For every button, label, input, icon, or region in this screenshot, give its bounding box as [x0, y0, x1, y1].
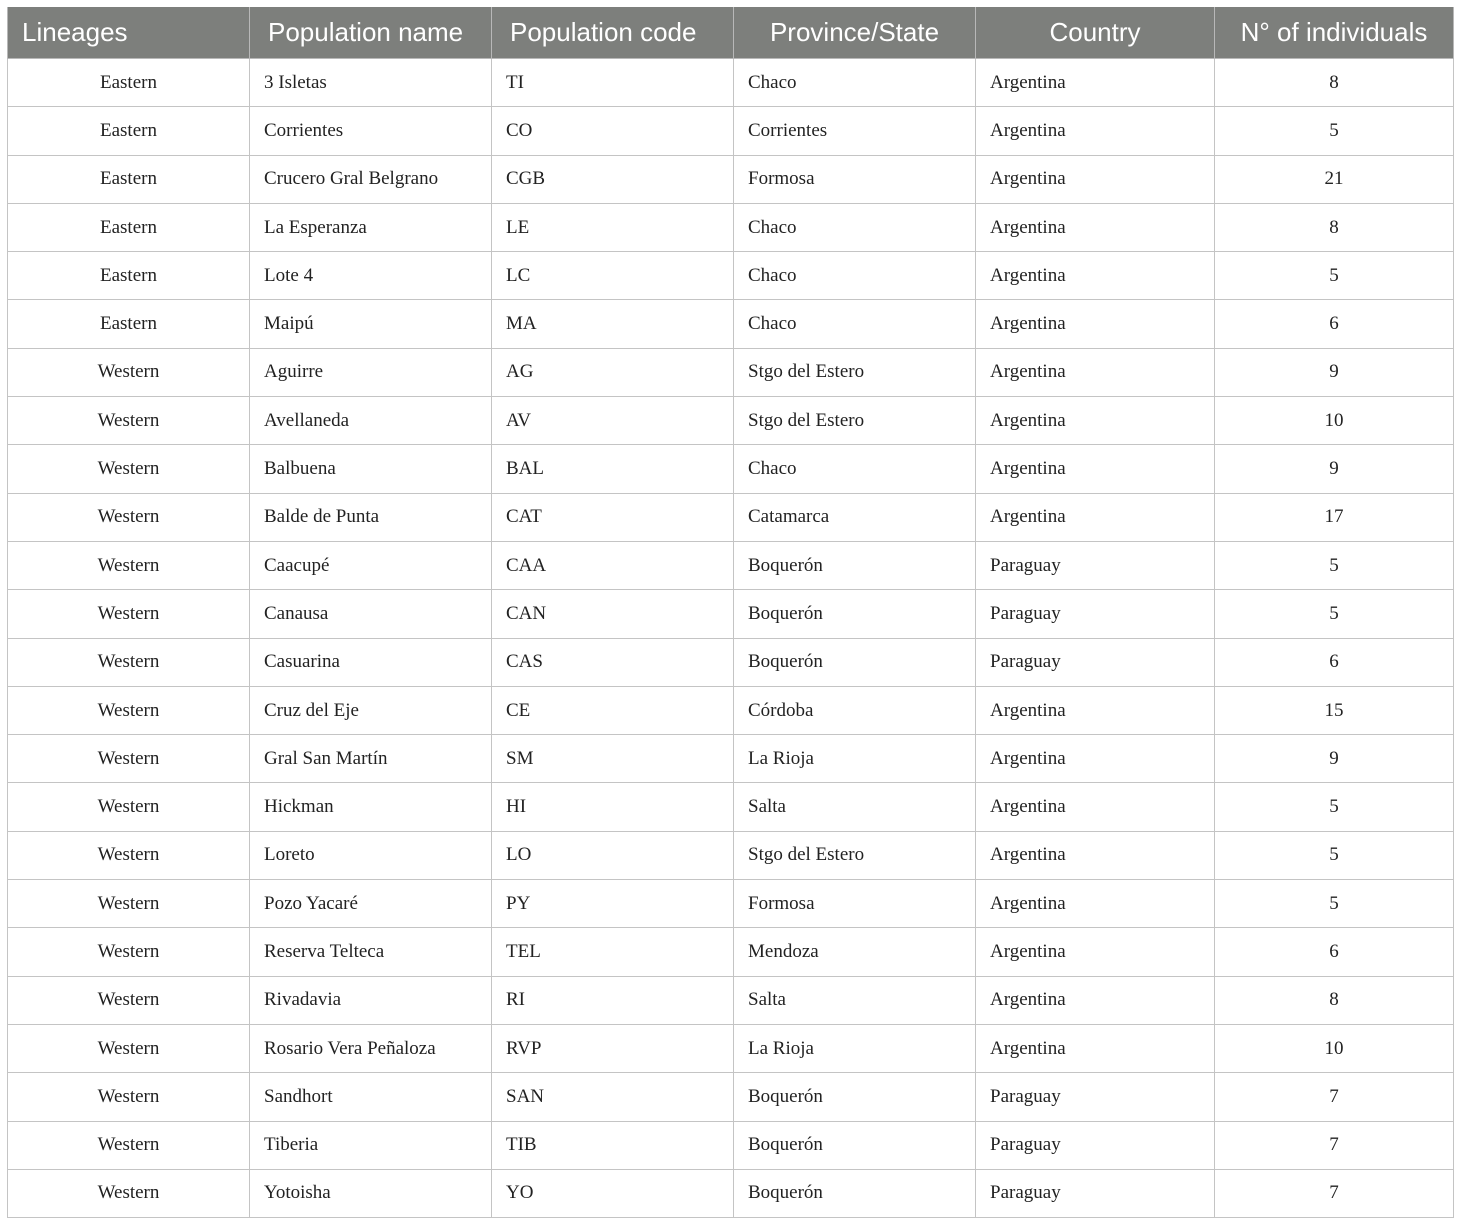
province-state-cell: Stgo del Estero	[734, 348, 976, 396]
country-cell: Paraguay	[976, 590, 1215, 638]
province-state-cell: Stgo del Estero	[734, 831, 976, 879]
lineage-cell: Eastern	[8, 203, 250, 251]
lineage-cell: Western	[8, 493, 250, 541]
province-state-cell: Chaco	[734, 300, 976, 348]
table-row	[8, 686, 1454, 734]
header-lineages: Lineages	[8, 7, 250, 59]
country-cell: Argentina	[976, 880, 1215, 928]
population-code-cell: BAL	[492, 445, 734, 493]
individuals-cell: 5	[1215, 252, 1454, 300]
header-n-individuals: N° of individuals	[1215, 7, 1454, 59]
province-state-cell: La Rioja	[734, 1024, 976, 1072]
province-state-cell: Formosa	[734, 880, 976, 928]
lineage-cell: Eastern	[8, 155, 250, 203]
table-container	[7, 7, 1453, 1218]
population-name-cell: Canausa	[250, 590, 492, 638]
country-cell: Paraguay	[976, 1169, 1215, 1217]
lineage-cell: Western	[8, 541, 250, 589]
population-code-cell: SAN	[492, 1073, 734, 1121]
country-cell: Argentina	[976, 831, 1215, 879]
country-cell: Argentina	[976, 445, 1215, 493]
province-state-cell: Mendoza	[734, 928, 976, 976]
province-state-cell: Boquerón	[734, 1169, 976, 1217]
table-row	[8, 397, 1454, 445]
individuals-cell: 17	[1215, 493, 1454, 541]
province-state-cell: Formosa	[734, 155, 976, 203]
individuals-cell: 6	[1215, 638, 1454, 686]
individuals-cell: 5	[1215, 541, 1454, 589]
lineage-cell: Western	[8, 1169, 250, 1217]
individuals-cell: 8	[1215, 59, 1454, 107]
individuals-cell: 8	[1215, 976, 1454, 1024]
country-cell: Argentina	[976, 155, 1215, 203]
population-code-cell: CAA	[492, 541, 734, 589]
population-code-cell: CAT	[492, 493, 734, 541]
individuals-cell: 15	[1215, 686, 1454, 734]
lineage-cell: Eastern	[8, 107, 250, 155]
country-cell: Paraguay	[976, 541, 1215, 589]
individuals-cell: 7	[1215, 1169, 1454, 1217]
header-country: Country	[976, 7, 1215, 59]
table-row	[8, 1121, 1454, 1169]
lineage-cell: Western	[8, 976, 250, 1024]
province-state-cell: Chaco	[734, 59, 976, 107]
population-code-cell: LC	[492, 252, 734, 300]
lineage-cell: Western	[8, 638, 250, 686]
population-name-cell: 3 Isletas	[250, 59, 492, 107]
province-state-cell: Salta	[734, 783, 976, 831]
population-code-cell: HI	[492, 783, 734, 831]
population-name-cell: Avellaneda	[250, 397, 492, 445]
header-population-code: Population code	[492, 7, 734, 59]
country-cell: Paraguay	[976, 1121, 1215, 1169]
population-name-cell: Casuarina	[250, 638, 492, 686]
table-row	[8, 252, 1454, 300]
table-row	[8, 783, 1454, 831]
country-cell: Paraguay	[976, 638, 1215, 686]
population-name-cell: Aguirre	[250, 348, 492, 396]
country-cell: Argentina	[976, 976, 1215, 1024]
province-state-cell: Boquerón	[734, 541, 976, 589]
table-row	[8, 928, 1454, 976]
population-name-cell: Caacupé	[250, 541, 492, 589]
province-state-cell: Boquerón	[734, 590, 976, 638]
population-name-cell: Balde de Punta	[250, 493, 492, 541]
country-cell: Argentina	[976, 59, 1215, 107]
table-row	[8, 1024, 1454, 1072]
header-population-name: Population name	[250, 7, 492, 59]
individuals-cell: 10	[1215, 1024, 1454, 1072]
lineage-cell: Western	[8, 735, 250, 783]
population-code-cell: CGB	[492, 155, 734, 203]
country-cell: Argentina	[976, 300, 1215, 348]
population-name-cell: Hickman	[250, 783, 492, 831]
country-cell: Argentina	[976, 735, 1215, 783]
individuals-cell: 5	[1215, 590, 1454, 638]
country-cell: Argentina	[976, 1024, 1215, 1072]
country-cell: Argentina	[976, 928, 1215, 976]
table-row	[8, 155, 1454, 203]
population-name-cell: Maipú	[250, 300, 492, 348]
province-state-cell: Boquerón	[734, 638, 976, 686]
table-body	[8, 59, 1454, 1218]
individuals-cell: 5	[1215, 783, 1454, 831]
population-name-cell: Corrientes	[250, 107, 492, 155]
lineage-cell: Eastern	[8, 300, 250, 348]
population-name-cell: Yotoisha	[250, 1169, 492, 1217]
table-row	[8, 445, 1454, 493]
table-row	[8, 541, 1454, 589]
country-cell: Argentina	[976, 783, 1215, 831]
lineage-cell: Western	[8, 1024, 250, 1072]
table-row	[8, 59, 1454, 107]
lineage-cell: Eastern	[8, 59, 250, 107]
province-state-cell: Stgo del Estero	[734, 397, 976, 445]
population-name-cell: Tiberia	[250, 1121, 492, 1169]
individuals-cell: 5	[1215, 880, 1454, 928]
individuals-cell: 7	[1215, 1121, 1454, 1169]
population-code-cell: PY	[492, 880, 734, 928]
table-row	[8, 348, 1454, 396]
lineage-cell: Western	[8, 686, 250, 734]
individuals-cell: 10	[1215, 397, 1454, 445]
population-name-cell: La Esperanza	[250, 203, 492, 251]
population-code-cell: LE	[492, 203, 734, 251]
header-province-state: Province/State	[734, 7, 976, 59]
province-state-cell: Córdoba	[734, 686, 976, 734]
lineage-cell: Western	[8, 880, 250, 928]
population-name-cell: Rosario Vera Peñaloza	[250, 1024, 492, 1072]
table-row	[8, 831, 1454, 879]
province-state-cell: Salta	[734, 976, 976, 1024]
population-code-cell: AV	[492, 397, 734, 445]
table-row	[8, 735, 1454, 783]
header-row	[8, 7, 1454, 59]
individuals-cell: 5	[1215, 107, 1454, 155]
population-name-cell: Lote 4	[250, 252, 492, 300]
individuals-cell: 9	[1215, 445, 1454, 493]
country-cell: Argentina	[976, 397, 1215, 445]
lineage-cell: Western	[8, 348, 250, 396]
province-state-cell: Chaco	[734, 445, 976, 493]
population-code-cell: RVP	[492, 1024, 734, 1072]
province-state-cell: La Rioja	[734, 735, 976, 783]
table-header	[8, 7, 1454, 59]
population-code-cell: TEL	[492, 928, 734, 976]
individuals-cell: 5	[1215, 831, 1454, 879]
lineage-cell: Eastern	[8, 252, 250, 300]
population-code-cell: MA	[492, 300, 734, 348]
population-code-cell: TI	[492, 59, 734, 107]
population-name-cell: Loreto	[250, 831, 492, 879]
province-state-cell: Chaco	[734, 203, 976, 251]
individuals-cell: 21	[1215, 155, 1454, 203]
country-cell: Argentina	[976, 203, 1215, 251]
country-cell: Argentina	[976, 686, 1215, 734]
table-row	[8, 203, 1454, 251]
population-name-cell: Crucero Gral Belgrano	[250, 155, 492, 203]
lineage-cell: Western	[8, 445, 250, 493]
table-row	[8, 1073, 1454, 1121]
individuals-cell: 8	[1215, 203, 1454, 251]
lineage-cell: Western	[8, 783, 250, 831]
population-code-cell: CAN	[492, 590, 734, 638]
lineage-cell: Western	[8, 1121, 250, 1169]
population-name-cell: Reserva Telteca	[250, 928, 492, 976]
province-state-cell: Catamarca	[734, 493, 976, 541]
province-state-cell: Corrientes	[734, 107, 976, 155]
lineage-cell: Western	[8, 831, 250, 879]
population-name-cell: Pozo Yacaré	[250, 880, 492, 928]
population-code-cell: CE	[492, 686, 734, 734]
population-table	[7, 7, 1454, 1218]
province-state-cell: Chaco	[734, 252, 976, 300]
population-name-cell: Gral San Martín	[250, 735, 492, 783]
province-state-cell: Boquerón	[734, 1073, 976, 1121]
table-row	[8, 107, 1454, 155]
country-cell: Argentina	[976, 348, 1215, 396]
country-cell: Argentina	[976, 252, 1215, 300]
lineage-cell: Western	[8, 928, 250, 976]
lineage-cell: Western	[8, 590, 250, 638]
country-cell: Paraguay	[976, 1073, 1215, 1121]
population-code-cell: CO	[492, 107, 734, 155]
table-row	[8, 1169, 1454, 1217]
population-name-cell: Sandhort	[250, 1073, 492, 1121]
population-name-cell: Cruz del Eje	[250, 686, 492, 734]
table-row	[8, 976, 1454, 1024]
table-row	[8, 638, 1454, 686]
individuals-cell: 9	[1215, 735, 1454, 783]
country-cell: Argentina	[976, 107, 1215, 155]
lineage-cell: Western	[8, 1073, 250, 1121]
table-row	[8, 493, 1454, 541]
population-code-cell: SM	[492, 735, 734, 783]
population-code-cell: AG	[492, 348, 734, 396]
lineage-cell: Western	[8, 397, 250, 445]
individuals-cell: 7	[1215, 1073, 1454, 1121]
population-name-cell: Balbuena	[250, 445, 492, 493]
population-code-cell: LO	[492, 831, 734, 879]
individuals-cell: 6	[1215, 928, 1454, 976]
population-code-cell: CAS	[492, 638, 734, 686]
population-code-cell: TIB	[492, 1121, 734, 1169]
province-state-cell: Boquerón	[734, 1121, 976, 1169]
individuals-cell: 9	[1215, 348, 1454, 396]
table-row	[8, 590, 1454, 638]
population-name-cell: Rivadavia	[250, 976, 492, 1024]
table-row	[8, 880, 1454, 928]
individuals-cell: 6	[1215, 300, 1454, 348]
population-code-cell: YO	[492, 1169, 734, 1217]
country-cell: Argentina	[976, 493, 1215, 541]
table-row	[8, 300, 1454, 348]
population-code-cell: RI	[492, 976, 734, 1024]
